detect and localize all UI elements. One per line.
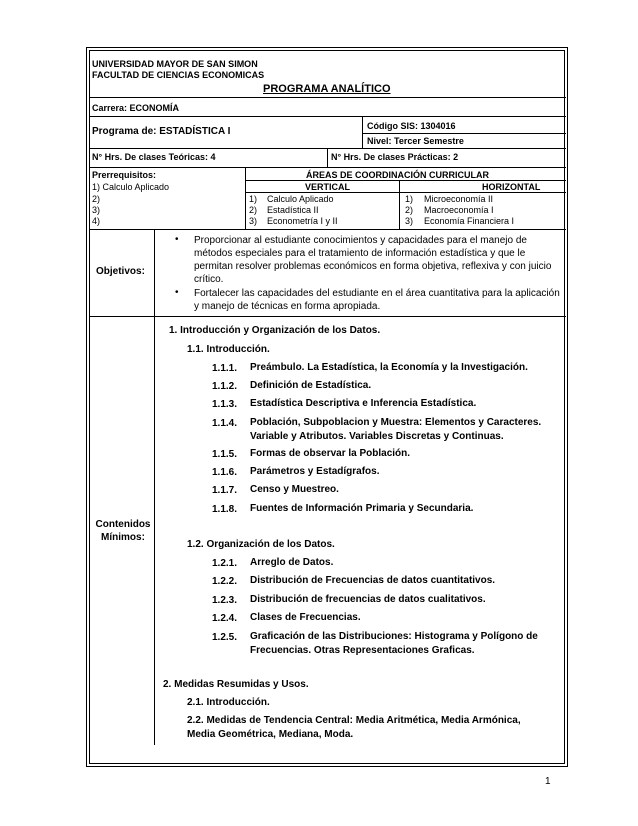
- item-number: 1.1.8.: [212, 504, 238, 515]
- item-number: 1.1.7.: [212, 485, 238, 496]
- item-text: Clases de Frecuencias.: [250, 612, 361, 623]
- vertical-num: 3): [249, 216, 258, 226]
- prereq-item: 2): [92, 194, 101, 204]
- item-text: Formas de observar la Población.: [250, 448, 411, 459]
- vertical-item: Estadística II: [267, 205, 319, 215]
- vertical-num: 1): [249, 194, 258, 204]
- item-number: 1.2.1.: [212, 558, 238, 569]
- vertical-item: Econometría I y II: [267, 216, 338, 226]
- section-1-1-title: 1.1. Introducción.: [187, 344, 270, 355]
- item-number: 1.1.4.: [212, 418, 238, 429]
- career-label: Carrera: ECONOMÍA: [92, 103, 180, 113]
- item-text: Preámbulo. La Estadística, la Economía y la Investigación.: [250, 362, 528, 373]
- prereq-item: 4): [92, 216, 101, 226]
- item-text: Definición de Estadística.: [250, 380, 372, 391]
- item-number: 1.1.6.: [212, 467, 238, 478]
- unit-1-title: 1. Introducción y Organización de los Datos.: [169, 325, 381, 336]
- level: Nivel: Tercer Semestre: [367, 136, 464, 146]
- page-number: 1: [545, 776, 551, 787]
- prereq-item: 1) Calculo Aplicado: [92, 182, 170, 192]
- vertical-item: Calculo Aplicado: [267, 194, 334, 204]
- section-2-2-title: 2.2. Medidas de Tendencia Central: Media Aritmética, Media Armónica, Media Geométrica, Mediana, Moda.: [187, 715, 521, 740]
- horizontal-num: 1): [405, 194, 414, 204]
- item-text: Parámetros y Estadígrafos.: [250, 466, 380, 477]
- item-text: Fuentes de Información Primaria y Secundaria.: [250, 503, 474, 514]
- item-number: 1.2.3.: [212, 595, 238, 606]
- document-title: PROGRAMA ANALÍTICO: [263, 83, 391, 95]
- bullet-icon: •: [175, 234, 179, 245]
- item-text: Censo y Muestreo.: [250, 484, 339, 495]
- areas-title: ÁREAS DE COORDINACIÓN CURRICULAR: [306, 170, 490, 180]
- objectives-label: Objetivos:: [96, 266, 145, 277]
- horizontal-item: Microeconomía II: [424, 194, 494, 204]
- item-text: Graficación de las Distribuciones: Histograma y Polígono de Frecuencias. Otras Representaciones Graficas.: [250, 631, 538, 656]
- sis-code: Código SIS: 1304016: [367, 121, 456, 131]
- section-1-2-title: 1.2. Organización de los Datos.: [187, 539, 335, 550]
- horizontal-num: 3): [405, 216, 414, 226]
- vertical-label: VERTICAL: [305, 182, 350, 192]
- horizontal-item: Economía Financiera I: [424, 216, 515, 226]
- practice-hours: N° Hrs. De clases Prácticas: 2: [331, 152, 459, 162]
- vertical-num: 2): [249, 205, 258, 215]
- prereq-label: Prerrequisitos:: [92, 170, 157, 180]
- prereq-item: 3): [92, 205, 101, 215]
- item-text: Distribución de frecuencias de datos cualitativos.: [250, 594, 486, 605]
- faculty-name: FACULTAD DE CIENCIAS ECONOMICAS: [92, 70, 265, 80]
- item-text: Población, Subpoblacion y Muestra: Elementos y Caracteres. Variable y Atributos. Variables Discretas y Continuas.: [250, 417, 542, 442]
- item-text: Distribución de Frecuencias de datos cuantitativos.: [250, 575, 496, 586]
- program-label: Programa de: ESTADÍSTICA I: [92, 126, 231, 137]
- item-number: 1.1.2.: [212, 381, 238, 392]
- item-text: Estadística Descriptiva e Inferencia Estadística.: [250, 398, 477, 409]
- contents-label: Contenidos Mínimos:: [95, 519, 151, 543]
- item-number: 1.1.5.: [212, 449, 238, 460]
- item-number: 1.2.2.: [212, 576, 238, 587]
- horizontal-label: HORIZONTAL: [482, 182, 541, 192]
- theory-hours: N° Hrs. De clases Teóricas: 4: [92, 152, 216, 162]
- item-number: 1.1.3.: [212, 399, 238, 410]
- item-number: 1.1.1.: [212, 363, 238, 374]
- unit-2-title: 2. Medidas Resumidas y Usos.: [163, 679, 309, 690]
- bullet-icon: •: [175, 287, 179, 298]
- horizontal-num: 2): [405, 205, 414, 215]
- horizontal-item: Macroeconomía I: [424, 205, 494, 215]
- objective-item: Fortalecer las capacidades del estudiante en el área cuantitativa para la aplicación y manejo de técnicas en forma apropiada.: [194, 288, 560, 312]
- item-number: 1.2.4.: [212, 613, 238, 624]
- university-name: UNIVERSIDAD MAYOR DE SAN SIMON: [92, 59, 258, 69]
- item-number: 1.2.5.: [212, 632, 238, 643]
- objective-item: Proporcionar al estudiante conocimientos y capacidades para el manejo de métodos especiales para el tratamiento de información estadística y que le permitan resolver problemas económicos en forma objetiva, reflexiva y con juicio crítico.: [194, 235, 552, 285]
- item-text: Arreglo de Datos.: [250, 557, 334, 568]
- section-2-1-title: 2.1. Introducción.: [187, 697, 270, 708]
